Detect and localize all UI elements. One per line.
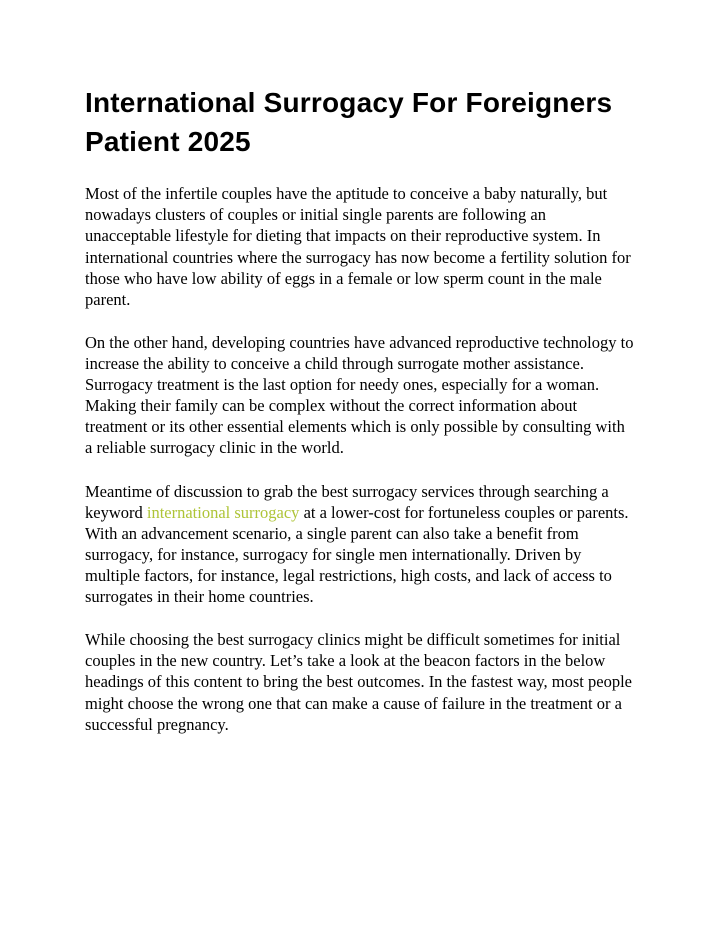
international-surrogacy-link[interactable]: international surrogacy xyxy=(146,502,300,522)
paragraph-surrogacy-services xyxy=(85,481,636,608)
paragraph-intro: Most of the infertile couples have the aptitude to conceive a baby naturally, but nowadays clusters of couples or initial single parents are following an unacceptable lifestyle for dieting that impacts on their reproductive system. In international countries where the surrogacy has now become a fertility solution for those who have low ability of eggs in a female or low sperm count in the male parent. xyxy=(85,184,631,309)
paragraph-services-text-before-link: Meantime of discussion to grab the best surrogacy services through searching a keyword xyxy=(85,481,609,522)
paragraph-choosing-clinics: While choosing the best surrogacy clinics might be difficult sometimes for initial couples in the new country. Let’s take a look at the beacon factors in the below headings of this content to bring the best outcomes. In the fastest way, most people might choose the wrong one that can make a cause of failure in the treatment or a successful pregnancy. xyxy=(85,630,632,734)
paragraph-developing-countries: On the other hand, developing countries have advanced reproductive technology to increase the ability to conceive a child through surrogate mother assistance. Surrogacy treatment is the last option for needy ones, especially for a woman. Making their family can be complex without the correct information about treatment or its other essential elements which is only possible by consulting with a reliable surrogacy clinic in the world. xyxy=(85,332,634,458)
page-title: International Surrogacy For Foreigners Patient 2025 xyxy=(85,87,613,157)
paragraph-services-text-after-link: at a lower-cost for fortuneless couples or parents. With an advancement scenario, a single parent can also take a benefit from surrogacy, for instance, surrogacy for single men internationally. Driven by multiple factors, for instance, legal restrictions, high costs, and lack of access to surrogates in their home countries. xyxy=(85,502,629,607)
